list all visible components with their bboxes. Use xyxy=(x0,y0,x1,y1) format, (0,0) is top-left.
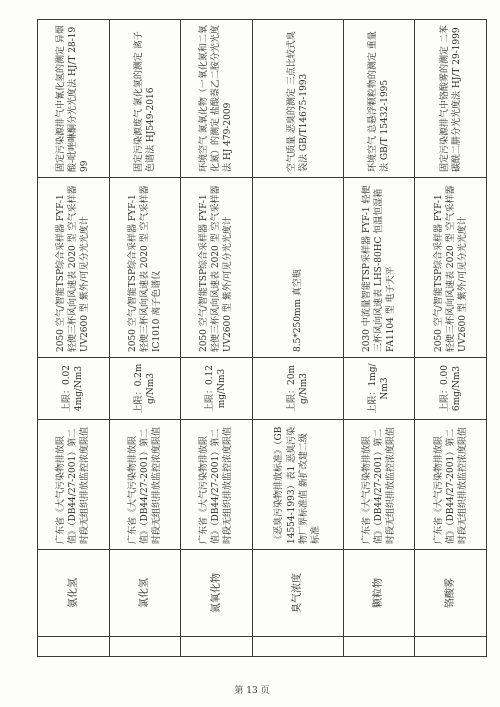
limit-cell: 上限：1mg/Nm3 xyxy=(343,358,415,420)
limit-cell: 上限：0.006mg/Nm3 xyxy=(415,358,487,420)
standard-cell: 广东省《大气污染物排放限值》（DB44/27-2001）第二时段无组织排放监控浓度限值 xyxy=(38,420,110,550)
instrument-cell: 2050 空气/智能TSP综合采样器 FYF-1 轻便三杯风向风速表 2020 型 空气采样器 UV2600 型 紫外/可见分光光度计 xyxy=(181,178,253,358)
limit-cell: 上限：0.12mg/Nm3 xyxy=(181,358,253,420)
standard-cell: 广东省《大气污染物排放限值》（DB44/27-2001）第二时段无组织排放监控浓度限值 xyxy=(109,420,181,550)
instrument-cell: 2050 空气/智能TSP综合采样器 FYF-1 轻便三杯风向风速表 2020 型 空气采样器 IC1010 离子色谱仪 xyxy=(109,178,181,358)
method-cell: 环境空气 氮氧化物（一氧化氮和二氧化氮）的测定 盐酸萘乙二胺分光光度法 HJ 479-2009 xyxy=(181,20,253,178)
pollutant-cell: 臭气浓度 xyxy=(252,550,343,637)
table-row xyxy=(415,20,487,657)
standard-cell: 广东省《大气污染物排放限值》（DB44/27-2001）第二时段无组织排放监控浓度限值 xyxy=(343,420,415,550)
rotated-table-container xyxy=(37,20,487,657)
pollutant-cell: 铬酸雾 xyxy=(415,550,487,637)
method-cell: 环境空气 总悬浮颗粒物的测定 重量法 GB/T 15432-1995 xyxy=(343,20,415,178)
instrument-cell: 2030 中流量智能TSP采样器 FYF-1 轻便三杯风向风速表 LHS-80HC 恒温恒湿箱 FA1104 型 电子天平 xyxy=(343,178,415,358)
instrument-cell: 2050 空气/智能TSP综合采样器 FYF-1 轻便三杯风向风速表 2020 型 空气采样器 UV2600 型 紫外/可见分光光度计 xyxy=(38,178,110,358)
blank-cell xyxy=(38,637,110,657)
page-number: 第 13 页 xyxy=(234,686,270,696)
pollutant-cell: 氨化氢 xyxy=(38,550,110,637)
blank-cell xyxy=(181,637,253,657)
method-cell: 固定污染源排气中氰化氢的测定 异烟酸-吡唑啉酮分光光度法 HJ/T 28-1999 xyxy=(38,20,110,178)
pollutant-cell: 氮氧化物 xyxy=(181,550,253,637)
method-cell: 固定污染源排气中铬酸雾的测定 二苯碳酰二肼分光光度法 HJ/T 29-1999 xyxy=(415,20,487,178)
method-cell: 空气质量 恶臭的测定 三点比较式臭袋法 GB/T14675-1993 xyxy=(252,20,343,178)
limit-cell: 上限：0.024mg/Nm3 xyxy=(38,358,110,420)
table-row xyxy=(343,20,415,657)
table-row xyxy=(252,20,343,657)
method-cell: 固定污染源废气 氯化氢的测定 离子色谱法 HJ549-2016 xyxy=(109,20,181,178)
pollutant-cell: 颗粒物 xyxy=(343,550,415,637)
limit-cell: 上限：20mg/Nm3 xyxy=(252,358,343,420)
monitoring-standards-table xyxy=(37,19,487,657)
standard-cell: 广东省《大气污染物排放限值》（DB44/27-2001）第二时段无组织排放监控浓度限值 xyxy=(181,420,253,550)
blank-cell xyxy=(343,637,415,657)
blank-cell xyxy=(109,637,181,657)
pollutant-cell: 氯化氢 xyxy=(109,550,181,637)
table-row xyxy=(181,20,253,657)
instrument-cell: 2050 空气/智能TSP综合采样器 FYF-1 轻便三杯风向风速表 2020 型 空气采样器 UV2600 型 紫外/可见分光光度计 xyxy=(415,178,487,358)
standard-cell: 《恶臭污染物排放标准》（GB14554-1993）表1 恶臭污染物厂界标准值 新扩改建二级标准 xyxy=(252,420,343,550)
table-row xyxy=(109,20,181,657)
limit-cell: 上限：0.2mg/Nm3 xyxy=(109,358,181,420)
standard-cell: 广东省《大气污染物排放限值》（DB44/27-2001）第二时段无组织排放监控浓度限值 xyxy=(415,420,487,550)
blank-cell xyxy=(252,637,343,657)
table-row xyxy=(38,20,110,657)
instrument-cell: 8.5*250mm 真空瓶 xyxy=(252,178,343,358)
blank-cell xyxy=(415,637,487,657)
